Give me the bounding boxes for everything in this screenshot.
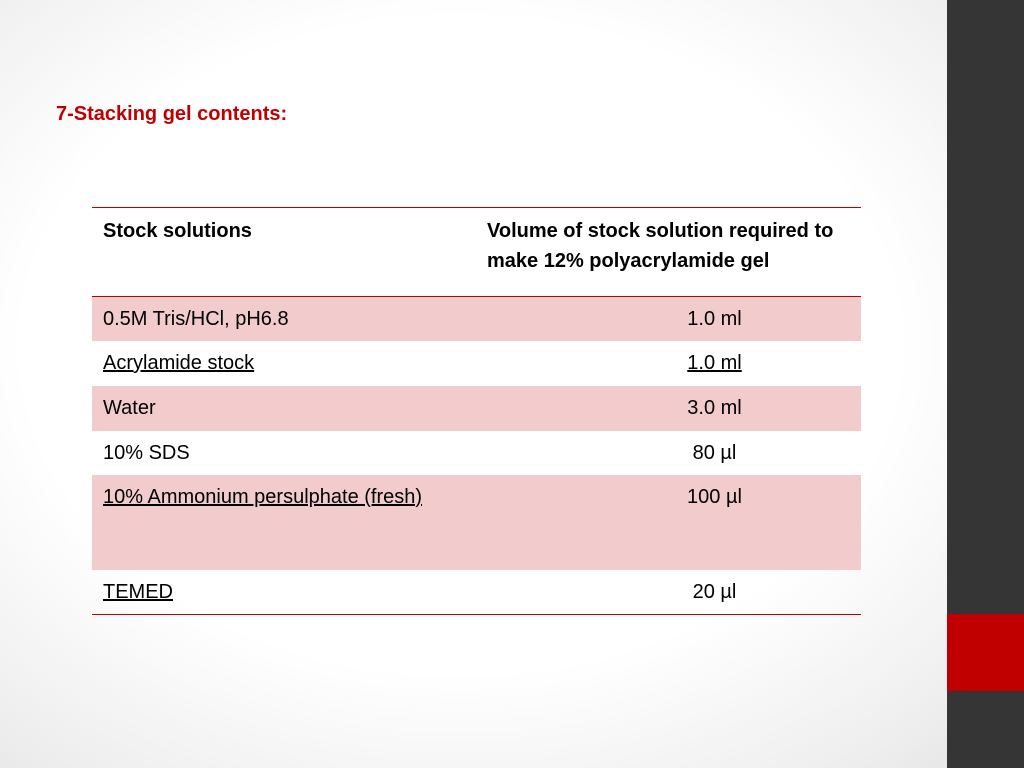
table-row (92, 297, 861, 341)
solution-cell: Water (103, 397, 156, 419)
stacking-gel-table (92, 207, 861, 615)
sidebar-accent-block (947, 614, 1024, 691)
solution-cell: TEMED (103, 581, 173, 603)
volume-cell: 3.0 ml (687, 397, 742, 419)
header-stock-solutions: Stock solutions (103, 220, 252, 242)
header-volume: Volume of stock solution required to make 12% polyacrylamide gel (487, 220, 834, 272)
table-row (92, 386, 861, 431)
table-row (92, 431, 861, 475)
table-row (92, 475, 861, 570)
solution-cell: 10% Ammonium persulphate (fresh) (103, 486, 423, 508)
volume-cell: 20 µl (692, 581, 737, 603)
solution-cell: Acrylamide stock (103, 352, 255, 374)
volume-cell: 100 µl (687, 486, 742, 508)
table-row (92, 570, 861, 614)
solution-cell: 0.5M Tris/HCl, pH6.8 (103, 308, 289, 330)
solution-cell: 10% SDS (103, 442, 190, 464)
decorative-sidebar (947, 0, 1024, 768)
slide-title: 7-Stacking gel contents: (56, 103, 288, 125)
volume-cell: 80 µl (692, 442, 737, 464)
table-row (92, 341, 861, 386)
table-header-row (92, 208, 861, 297)
volume-cell: 1.0 ml (687, 352, 742, 374)
volume-cell: 1.0 ml (687, 308, 742, 330)
